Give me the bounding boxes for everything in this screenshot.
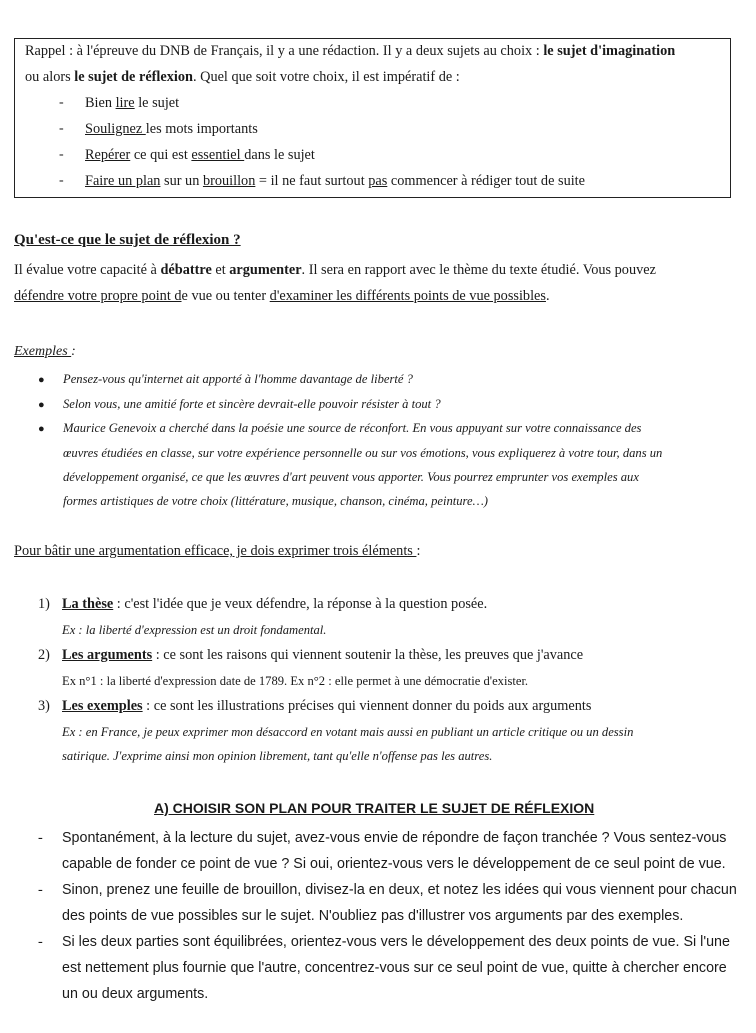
element-exemples <box>62 698 591 715</box>
exemple-item-3-line-1: Maurice Genevoix a cherché dans la poésie une source de réconfort. En vous appuyant sur votre connaissance des <box>63 421 642 435</box>
exemple-item-3-line-4: formes artistiques de votre choix (littérature, musique, chanson, cinéma, peinture…) <box>63 494 488 508</box>
para-text: . <box>545 288 550 304</box>
element-exemples-example-line-1: Ex : en France, je peux exprimer mon désaccord en votant mais aussi en publiant un article critique ou un dessin <box>62 725 634 739</box>
dash-marker: - <box>59 121 64 136</box>
dash-marker: - <box>38 882 43 898</box>
para-underlined: défendre votre propre point d <box>14 288 182 304</box>
element-arguments-example: Ex n°1 : la liberté d'expression date de 1789. Ex n°2 : elle permet à une démocratie d'exister. <box>62 674 529 688</box>
item-underlined: brouillon <box>202 173 256 189</box>
batir-underlined: Pour bâtir une argumentation efficace, je dois exprimer trois éléments <box>14 543 417 559</box>
element-arguments <box>62 647 583 664</box>
item-text: sur un <box>160 173 203 189</box>
item-text: Bien <box>85 95 116 111</box>
section-a-line-4: des points de vue possibles sur le sujet. N'oubliez pas d'illustrer vos arguments par des exemples. <box>62 908 684 924</box>
element-term: Les arguments <box>62 647 153 663</box>
para-bold: débattre <box>160 262 212 278</box>
exemples-title <box>14 344 76 360</box>
exemple-item-1: Pensez-vous qu'internet ait apporté à l'homme davantage de liberté ? <box>63 372 413 386</box>
dash-marker: - <box>38 934 43 950</box>
rappel-line-1 <box>25 43 675 60</box>
reflexion-paragraph-line-2 <box>14 288 550 305</box>
reflexion-paragraph-line-1 <box>14 262 656 279</box>
element-text: : ce sont les raisons qui viennent soutenir la thèse, les preuves que j'avance <box>152 647 584 663</box>
section-a-heading: A) CHOISIR SON PLAN POUR TRAITER LE SUJET DE RÉFLEXION <box>154 800 595 816</box>
dash-marker: - <box>59 173 64 188</box>
exemple-item-3-line-2: œuvres étudiées en classe, sur votre expérience personnelle ou sur vos émotions, vous expliquerez à votre tour, dans un <box>63 446 663 460</box>
rappel-bold: le sujet de réflexion <box>74 69 193 85</box>
section-a-line-6: est nettement plus fournie que l'autre, concentrez-vous sur ce seul point de vue, quitte à chercher encore <box>62 960 727 976</box>
item-underlined: pas <box>368 173 388 189</box>
item-underlined: Repérer <box>85 147 131 163</box>
batir-colon: : <box>416 543 421 559</box>
bullet-icon: ● <box>38 399 45 411</box>
batir-heading <box>14 543 420 560</box>
element-these-example: Ex : la liberté d'expression est un droit fondamental. <box>62 623 327 637</box>
item-text: commencer à rédiger tout de suite <box>387 173 586 189</box>
section-a-line-5: Si les deux parties sont équilibrées, orientez-vous vers le développement des deux points de vue. Si l'une <box>62 934 730 950</box>
para-bold: argumenter <box>229 262 302 278</box>
bullet-icon: ● <box>38 423 45 435</box>
exemples-title-text: Exemples <box>14 344 72 359</box>
rappel-item-1 <box>85 95 179 112</box>
list-number: 1) <box>38 596 50 612</box>
dash-marker: - <box>59 147 64 162</box>
rappel-item-2 <box>85 121 258 138</box>
rappel-line-2 <box>25 69 460 86</box>
rappel-text: Rappel : à l'épreuve du DNB de Français, il y a une rédaction. Il y a deux sujets au choix : <box>25 43 544 59</box>
dash-marker: - <box>38 830 43 846</box>
element-text: : ce sont les illustrations précises qui viennent donner du poids aux arguments <box>142 698 592 714</box>
rappel-text: . Quel que soit votre choix, il est impératif de : <box>192 69 460 85</box>
dash-marker: - <box>59 95 64 110</box>
element-text: : c'est l'idée que je veux défendre, la réponse à la question posée. <box>113 596 488 612</box>
element-these <box>62 596 487 613</box>
element-exemples-example-line-2: satirique. J'exprime ainsi mon opinion librement, tant qu'elle n'offense pas les autres. <box>62 749 493 763</box>
list-number: 2) <box>38 647 50 663</box>
rappel-box <box>14 38 731 198</box>
para-text: Il évalue votre capacité à <box>14 262 161 278</box>
section-a-line-1: Spontanément, à la lecture du sujet, avez-vous envie de répondre de façon tranchée ? Vous sentez-vous <box>62 830 727 846</box>
exemple-item-2: Selon vous, une amitié forte et sincère devrait-elle pouvoir résister à tout ? <box>63 397 441 411</box>
item-underlined: Soulignez <box>85 121 146 137</box>
element-term: La thèse <box>62 596 114 612</box>
para-text: e vue ou tenter <box>181 288 270 304</box>
item-underlined: lire <box>115 95 135 111</box>
list-number: 3) <box>38 698 50 714</box>
item-text: le sujet <box>134 95 180 111</box>
exemple-item-3-line-3: développement organisé, ce que les œuvres d'art peuvent vous apporter. Vous pourrez emprunter vos exemples aux <box>63 470 639 484</box>
reflexion-heading: Qu'est-ce que le sujet de réflexion ? <box>14 232 241 248</box>
section-a-line-7: un ou deux arguments. <box>62 986 209 1002</box>
section-a-line-2: capable de fonder ce point de vue ? Si oui, orientez-vous vers le développement de ce seul point de vue. <box>62 856 726 872</box>
exemples-colon: : <box>71 344 76 359</box>
rappel-item-3 <box>85 147 315 164</box>
item-text: les mots importants <box>145 121 258 137</box>
element-term: Les exemples <box>62 698 143 714</box>
item-text: dans le sujet <box>244 147 315 163</box>
item-underlined: essentiel <box>191 147 245 163</box>
section-a-line-3: Sinon, prenez une feuille de brouillon, divisez-la en deux, et notez les idées qui vous viennent pour chacun <box>62 882 737 898</box>
item-text: ce qui est <box>130 147 192 163</box>
para-underlined: d'examiner les différents points de vue possibles <box>269 288 546 304</box>
item-text: = il ne faut surtout <box>255 173 369 189</box>
rappel-bold: le sujet d'imagination <box>543 43 676 59</box>
rappel-text: ou alors <box>25 69 75 85</box>
para-text: . Il sera en rapport avec le thème du texte étudié. Vous pouvez <box>301 262 656 278</box>
rappel-item-4 <box>85 173 585 190</box>
item-underlined: Faire un plan <box>85 173 161 189</box>
para-text: et <box>211 262 230 278</box>
bullet-icon: ● <box>38 374 45 386</box>
